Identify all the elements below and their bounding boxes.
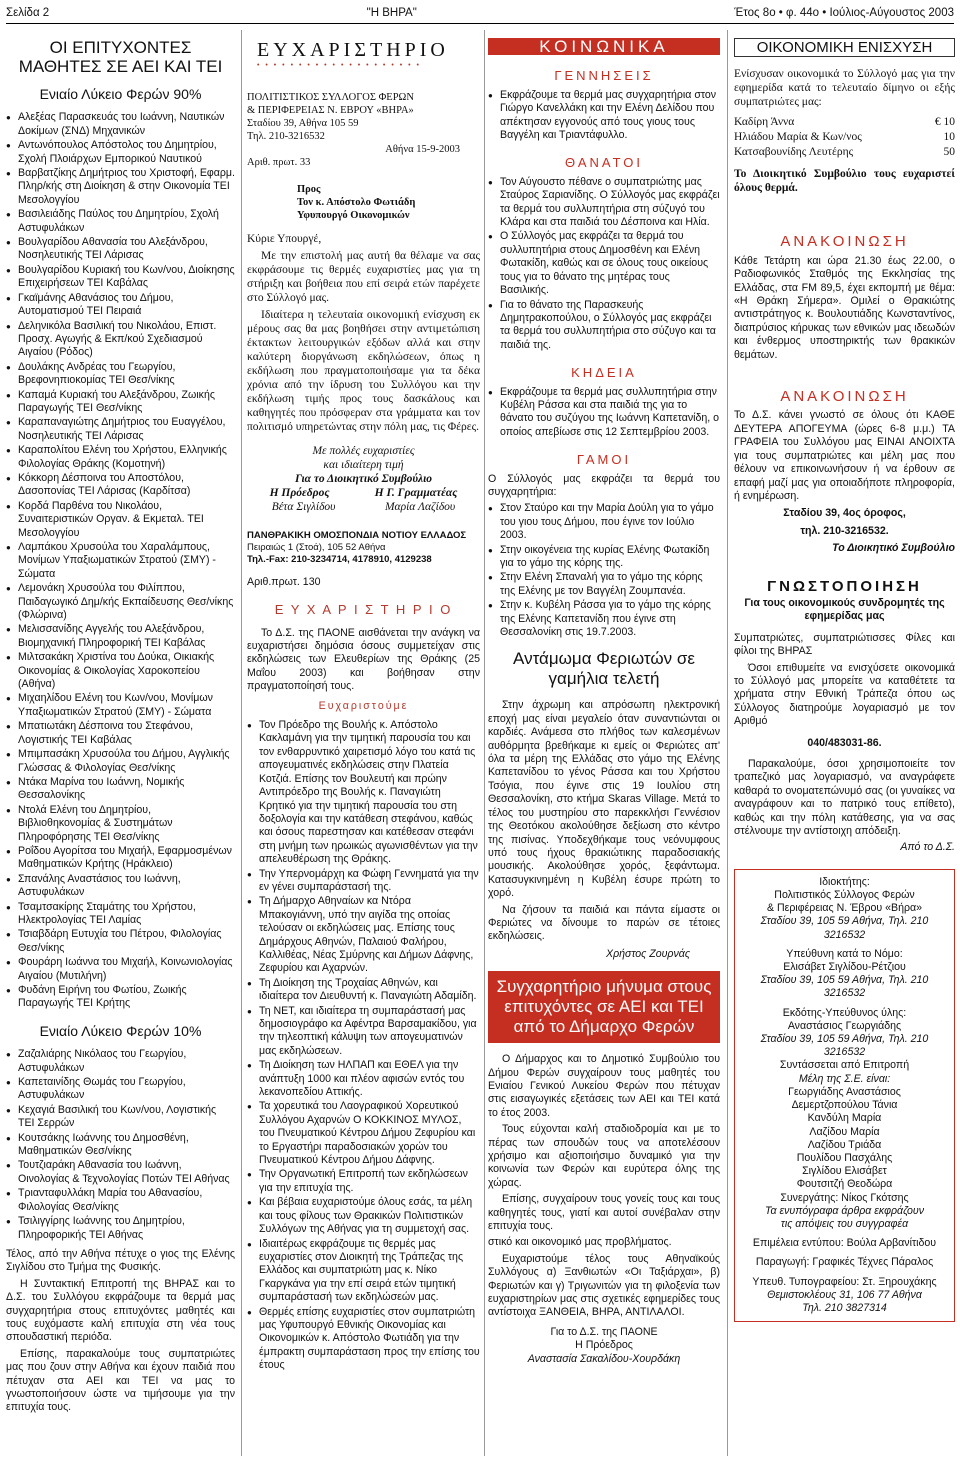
imprint-line: Φουτσιτζή Θεοδώρα [796,1178,893,1191]
newspaper-name: "Η ΒΗΡΑ" [366,6,417,19]
donor-name: Ηλιάδου Μαρία & Κων/νος [734,131,862,144]
student-entry: ● Ροΐδου Αγορίτσα του Μιχαήλ, Εφαρμοσμένων Μαθηματικών Κρήτης (Ηράκλειο) [6,845,235,872]
closing-3: Για το Διοικητικό Συμβούλιο [294,472,433,485]
student-entry: ● Τουτζιαράκη Αθανασία του Ιωάννη, Οινολογίας & Τεχνολογίας Ποτών ΤΕΙ Αθήνας [6,1159,235,1186]
notice-text-1: Όσοι επιθυμείτε να ενισχύσετε οικονομικά το Σύλλογό μας μπορείτε να καταθέτετε τα χρήματα στην Εθνική Τράπεζα όπου ως Σύλλογος διατηρούμε λογαριασμό με τον Αριθμό [734,661,955,728]
death-item: ● Τον Αύγουστο πέθανε ο συμπατριώτης μας Σταύρος Σαριανίδης. Ο Σύλλογός μας εκφράζει τα θερμά του συλλυπητήρια στη σύζυγό του Κλάρα και στα παιδιά του Δέσποινα και Ηλία. [488,176,720,230]
meeting-author: Χρήστος Ζουρνάς [606,947,690,960]
donor-name: Καδίρη Άννα [734,116,795,129]
imprint-line: τις απόψεις του συγγραφέα [780,1217,909,1230]
births-list [488,89,720,143]
thanks-item: ● Τον Πρόεδρο της Βουλής κ. Απόστολο Κακλαμάνη για την τιμητική παρουσία του και τον ενθαρρυντικό χαιρετισμό λόγο του κατά τις απογευματινές εκδηλώσεις στην Πλατεία Κοτζιά. Επίσης τον Βουλευτή και πρώην Αντιπρόεδρο της Βουλής κ. Παναγιώτη Κρητικό για την τιμητική παρουσία του στη δοξολογία και την κατάθεση στεφάνου, καθώς και όσους παρεστησαν και κατέθεσαν στεφάνι στη μνήμη των ηρωικώς αγωνισθέντων για την απελευθέρωση της Θράκης. [247,719,480,866]
wedding-item: ● Στην οικογένεια της κυρίας Ελένης Φωτακίδη για το γάμο της κόρης της. [488,544,720,571]
wedding-item: ● Στον Σταύρο και την Μαρία Δούλη για το γάμο του γιου τους Δήμου, που έγινε τον Ιούλιο 2003. [488,502,720,542]
imprint-line: Πολιτιστικός Σύλλογος Φερών [774,889,915,902]
imprint-line: Γεωργιάδης Αναστάσιος [788,1085,901,1098]
donor-row [734,145,955,159]
paone-signoff-3: Αναστασία Σακαλίδου-Χουρδάκη [527,1352,681,1365]
imprint-line: Υπεύθυνη κατά το Νόμο: [786,947,903,960]
thanks-word: Ευχαριστούμε [318,699,409,712]
imprint-line: Δεμερτζοπούλου Τάνια [791,1099,898,1112]
donor-name: Κατσαβουνίδης Λευτέρης [734,146,854,159]
imprint-line: Κανδύλη Μαρία [807,1112,882,1125]
student-entry: ● Ντάκα Μαρίνα του Ιωάννη, Νομικής Θεσσαλονίκης [6,776,235,803]
donor-amount: € 10 [934,116,955,129]
imprint-line: Τηλ. 210 3827314 [802,1301,887,1314]
mayor-text-3: Επίσης, συγχαίρουν τους γονείς τους και τους καθηγητές τους, γιατί και αυτοί συνέβαλαν στην επιτυχία τους. [488,1193,720,1233]
student-entry: ● Καραπολίτου Ελένη του Χρήστου, Ελληνικής Φιλολογίας Θράκης (Κομοτηνή) [6,444,235,471]
imprint-line: Συντάσσεται από Επιτροπή [779,1059,910,1072]
recipient-title: Υφυπουργό Οικονομικών [297,209,410,221]
student-entry: ● Μιλτσακάκη Χριστίνα του Δούκα, Οικιακής Οικονομίας & Οικολογίας Χαροκοπείου (Αθήνα) [6,651,235,691]
student-entry: ● Βασιλειάδης Παύλος του Δημητρίου, Σχολή Αστυφυλάκων [6,208,235,235]
imprint-line: Σταδίου 39, 105 59 Αθήνα, Τηλ. 210 3216532 [760,1033,929,1059]
announcement-2-text: Το Δ.Σ. κάνει γνωστό σε όλους ότι ΚΑΘΕ ΔΕΥΤΕΡΑ ΑΠΟΓΕΥΜΑ (ώρες 6-8 μ.μ.) ΤΑ ΓΡΑΦΕΙΑ του Συλλόγου μας ΕΙΝΑΙ ΑΝΟΙΧΤΑ για τους συμπατριώτες και μέλη μας που θέλουν να επικοινωνήσουν ή να έρθουν σε επαφή μαζί μας για οποιαδήποτε πληροφορία, ή ενημέρωση. [734,409,955,502]
thanks-item: ● Τη Διοίκηση των ΗΛΠΑΠ και ΕΘΕΛ για την ανάπτυξη 1000 και πλέον αφισών εντός του λεκανοπεδίου Αττικής. [247,1059,480,1099]
sender-line-2: & ΠΕΡΙΦΕΡΕΙΑΣ Ν. ΕΒΡΟΥ «ΒΗΡΑ» [247,104,414,116]
announcement-1-text: Κάθε Τετάρτη και ώρα 21.30 έως 22.00, ο Ραδιοφωνικός Σταθμός της Εκκλησίας της Ελλάδας, στα FM 89,5, έχει εκπομπή με θέμα: «Η Θράκη Σήμερα». Ομιλεί ο Θρακιώτης αντιστράτηγος κ. Βουλουτιάδης Κωνσταντίνος, διαπρύσιος κήρυκας των εθνικών μας ιδεωδών και ένθερμος υποστηρικτής των θρακικών θεμάτων. [734,254,955,361]
column-divider [241,30,242,1456]
social-column [488,30,720,1366]
salutation: Κύριε Υπουργέ, [247,232,322,245]
sender-line-4: Τηλ. 210-3216532 [247,130,325,142]
donor-row [734,115,955,129]
thanks-letter-title: ΕΥΧΑΡΙΣΤΗΡΙΟ [257,39,449,61]
thanks-item: ● Την Οργανωτική Επιτροπή των εκδηλώσεων για την επιτυχία της. [247,1168,480,1195]
student-entry: ● Τσαμτσακίρης Σταμάτης του Χρήστου, Ηλεκτρολογίας ΤΕΙ Λαμίας [6,901,235,928]
bank-account: 040/483031-86. [807,736,882,749]
notice-subtitle: Για τους οικονομικούς συνδρομητές της εφημερίδας μας [744,596,945,623]
death-item: ● Για το θάνατο της Παρασκευής Δημητρακοπούλου, ο Σύλλογός μας εκφράζει τα θερμά του συλλυπητήρια στο σύζυγο και τα παιδιά της. [488,299,720,353]
imprint-line: Πουλίδου Πασχάλης [796,1151,893,1164]
student-entry: ● Κεχαγιά Βασιλική του Κων/νου, Λογιστικής ΤΕΙ Σερρών [6,1104,235,1131]
financial-column [734,30,955,1322]
thanks-item: ● Και βέβαια ευχαριστούμε όλους εσάς, τα μέλη και τους φίλους των Θρακικών Πολιτιστικών Συλλόγων της Αθήνας για τη συμμετοχή σας. [247,1196,480,1236]
imprint-line: Εκδότης-Υπεύθυνος ύλης: [782,1006,907,1019]
imprint-line: Θεμιστοκλέους 31, 106 77 Αθήνα [767,1288,922,1301]
thanks-item: ● Ιδιαιτέρως εκφράζουμε τις θερμές μας ευχαριστίες στον Διοικητή της Τράπεζας της Ελλάδος και συμπατριώτη μας κ. Νίκο Γκαργκάνα για την επί σειρά ετών τιμητική συμπαράστασή των εκδηλώσεών μας. [247,1238,480,1305]
student-entry: ● Αντωνόπουλος Απόστολος του Δημητρίου, Σχολή Πλοιάρχων Εμπορικού Ναυτικού [6,139,235,166]
thanks-item: ● Τη Διοίκηση της Τροχαίας Αθηνών, και ιδιαίτερα τον Διευθυντή κ. Παναγιώτη Αδαμίδη. [247,977,480,1004]
student-entry: ● Καπεταινίδης Θωμάς του Γεωργίου, Αστυφυλάκων [6,1076,235,1103]
sender-line-3: Σταδίου 39, Αθήνα 105 59 [247,117,359,129]
meeting-text-1: Στην άχρωμη και απρόσωπη ηλεκτρονική εποχή μας είναι μεγαλείο όταν συναντιώνται οι καρδιές. Ανάμεσα στο πλήθος των καλεσμένων αυθόρμητα βρεθήκαμε κι εμείς οι Φεριώτες απ' όλα τα μέρη της Ελλάδας στο γάμο της Ελένης Καπετανίδου το γένος Ράσσα και του Χρήστου Τσόγια, που έγινε στις 19 Ιουλίου στη Θεσσαλονίκη, στο κτήμα Skaras Village. Μετά το τέλος του μυστηρίου στο παρεκκλήσι Γεννέσιον της Θεοτόκου ακολούθησε δεξίωση στο κέντρο της πισίνας. Υποδεχθήκαμε τους νεόνυμφους υπό τους ήχους θρακιώτικης παραδοσιακής μουσικής. Ακολούθησε χορός, ξεφάντωμα. Κατασυγκινημένη η Κυβέλη έσυρε πρώτη το χορό. [488,699,720,900]
student-entry: ● Τσιαβδάρη Ευτυχία του Πέτρου, Φιλολογίας Θεσ/νίκης [6,928,235,955]
imprint-line: Σταδίου 39, 105 59 Αθήνα, Τηλ. 210 3216532 [760,974,929,1000]
student-entry: ● Λαμπάκου Χρυσούλα του Χαραλάμπους, Μονίμων Υπαξιωματικών Στρατού (ΣΜΥ) - Σώματα [6,541,235,581]
funeral-heading: ΚΗΔΕΙΑ [571,365,637,381]
notice-text-2: Παρακαλούμε, όσοι χρησιμοποιείτε τον τραπεζικό μας λογαριασμό, να αναγράφετε καθαρά το ονοματεπώνυμό σας (οι γυναίκες να αναγράφουν και το πατρικό τους επίθετο), καθώς και την πόλη κατάθεσης, για να σας στέλνουμε την αντίστοιχη απόδειξη. [734,758,955,838]
imprint-line: Υπευθ. Τυπογραφείου: Στ. Ξηρουχάκης [752,1275,937,1288]
notice-signoff: Από το Δ.Σ. [900,841,955,854]
deaths-list [488,176,720,352]
issue-info: Έτος 8ο • φ. 44ο • Ιούλιος-Αύγουστος 2003 [734,6,954,19]
announcement-2-signoff: Το Διοικητικό Συμβούλιο [832,542,955,555]
student-entry: ● Κόκκορη Δέσποινα του Αποστόλου, Δασοπονίας ΤΕΙ Λάρισας (Καρδίτσα) [6,472,235,499]
imprint-line: Σιγλίδου Ελισάβετ [802,1165,887,1178]
student-entry: ● Μπατιωτάκη Δέσποινα του Στεφάνου, Λογιστικής ΤΕΙ Καβάλας [6,720,235,747]
student-entry: ● Βουλγαρίδου Αθανασία του Αλεξάνδρου, Νοσηλευτικής ΤΕΙ Λάρισας [6,236,235,263]
recipient-to: Προς [297,183,321,195]
notice-greeting: Συμπατριώτες, συμπατριώτισσες Φίλες και φίλοι της ΒΗΡΑΣ [734,631,955,658]
letter-date: Αθήνα 15-9-2003 [385,143,460,155]
death-item: ● Ο Σύλλογός μας εκφράζει τα θερμά του συλλυπητήρια στους Δημοσθένη και Ελένη Φωτακίδη, καθώς και σε όλους τους οικείους τους για το θάνατο της μητέρας τους Βασιλικής. [488,230,720,297]
office-phone: τηλ. 210-3216532. [800,524,889,537]
imprint-line: Τα ενυπόγραφα άρθρα εκφράζουν [764,1204,925,1217]
weddings-intro: Ο Σύλλογός μας εκφράζει τα θερμά του συγχαρητήρια: [488,472,720,498]
student-entry: ● Σπανάλης Αναστάσιος του Ιωάννη, Αστυφυλάκων [6,873,235,900]
student-entry: ● Μελισσανίδης Αγγελής του Αλεξάνδρου, Βιομηχανική Πληροφορική ΤΕΙ Καβάλας [6,623,235,650]
org-phone: Τηλ.-Fax: 210-3234714, 4178910, 4129238 [247,553,432,565]
imprint-line: Αναστάσιος Γεωργιάδης [787,1019,902,1032]
protocol-number-2: Αριθ.πρωτ. 130 [247,575,321,588]
weddings-heading: ΓΑΜΟΙ [576,452,632,468]
student-entry: ● Φυδάνη Ειρήνη του Φωτίου, Ζωικής Παραγωγής ΤΕΙ Κρήτης [6,984,235,1011]
student-entry: ● Κουτσάκης Ιωάννης του Δημοσθένη, Μαθηματικών Θεσ/νίκης [6,1132,235,1159]
signature-role-1: Η Πρόεδρος [269,486,330,499]
sender-line-1: ΠΟΛΙΤΙΣΤΙΚΟΣ ΣΥΛΛΟΓΟΣ ΦΕΡΩΝ [247,91,414,103]
imprint-box [734,869,955,1322]
students-column [6,30,235,1418]
mayor-heading: Συγχαρητήριο μήνυμα στους επιτυχόντες σε ΑΕΙ και ΤΕΙ από το Δήμαρχο Φερών [488,971,720,1043]
student-entry: ● Αλεξέας Παρασκευάς του Ιωάννη, Ναυτικών Δοκίμων (ΣΝΔ) Μηχανικών [6,111,235,138]
office-address: Σταδίου 39, 4ος όροφος, [783,507,906,520]
student-entry: ● Καπαμά Κυριακή του Αλεξάνδρου, Ζωικής Παραγωγής ΤΕΙ Θεσ/νίκης [6,389,235,416]
signature-name-2: Μαρία Λαζίδου [384,500,456,513]
letter-body-2: Ιδιαίτερα η τελευταία οικονομική ενίσχυση εκ μέρους σας θα μας βοηθήσει στην αντιμετώπιση έκτακτων λειτουργικών εξόδων αλλά και στην καλύτερη διοργάνωση εκδηλώσεων, όπως η εκδήλωση που πραγματοποιήσαμε για τα δέκα χρόνια από την ίδρυση του Συλλόγου και την εκδήλωση τιμής προς τους δασκάλους και καθηγητές που πρόσφεραν στα γράμματα και τον πολιτισμό υπηρετώντας στην πόλη μας, τις Φέρες. [247,308,480,433]
student-entry: ● Κορδά Παρθένα του Νικολάου, Συναιτεριστικών Οργαν. & Εκμεταλ. ΤΕΙ Μεσολογγίου [6,500,235,540]
letter-body-1: Με την επιστολή μας αυτή θα θέλαμε να σας εκφράσουμε τις θερμές ευχαριστίες μας για τη στήριξη και βοήθεια που επί σειρά ετών παρέχετε στο Σύλλογό μας. [247,249,480,304]
mayor-text-1: Ο Δήμαρχος και το Δημοτικό Συμβούλιο του Δήμου Φερών συγχαίρουν τους μαθητές του Ενιαίου Γενικού Λυκείου Φερών που πέτυχαν στις εισαγωγικές εξετάσεις των ΑΕΙ και ΤΕΙ κατά το έτος 2003. [488,1053,720,1119]
student-entry: ● Μιχαηλίδου Ελένη του Κων/νου, Μονίμων Υπαξιωματικών Στρατού (ΣΜΥ) - Σώματα [6,692,235,719]
student-entry: ● Ντολά Ελένη του Δημητρίου, Βιβλιοθηκονομίας & Συστημάτων Πληροφόρησης ΤΕΙ Θεσ/νίκης [6,804,235,844]
board-thanks: Το Διοικητικό Συμβούλιο τους ευχαριστεί όλους θερμά. [734,168,955,195]
org-address: Πειραιώς 1 (Στοά), 105 52 Αθήνα [247,541,386,553]
student-entry: ● Γκαϊμάνης Αθανάσιος του Δήμου, Αυτοματισμού ΤΕΙ Πειραιά [6,292,235,319]
closing-1: Με πολλές ευχαριστίες [312,444,415,457]
imprint-line: Μέλη της Σ.Ε. είναι: [798,1072,891,1085]
wedding-item: ● Στην Ελένη Σπαναλή για το γάμο της κόρης της Ελένης με τον Βαγγέλη Ζουμπανέα. [488,571,720,598]
imprint-line: Ελισάβετ Σιγλίδου-Ρέτζιου [783,961,906,974]
org-name: ΠΑΝΘΡΑΚΙΚΗ ΟΜΟΣΠΟΝΔΙΑ ΝΟΤΙΟΥ ΕΛΛΑΔΟΣ [247,529,467,541]
decorative-dots: • • • • • • • • • • • • • • • • • • • • [257,62,421,70]
athens-success-text: Τέλος, από την Αθήνα πέτυχε ο γιος της Ελένης Σιγλίδου στο Τμήμα της Φυσικής. [6,1247,235,1274]
students-title: ΟΙ ΕΠΙΤΥΧΟΝΤΕΣ ΜΑΘΗΤΕΣ ΣΕ ΑΕΙ ΚΑΙ ΤΕΙ [18,38,223,76]
page-number: Σελίδα 2 [6,6,50,19]
student-entry: ● Μπιμπασάκη Χρυσούλα του Δήμου, Αγγλικής Γλώσσας & Φιλολογίας Θεσ/νίκης [6,748,235,775]
request-text: Επίσης, παρακαλούμε τους συμπατριώτες μας που ζουν στην Αθήνα και έχουν παιδιά που πέτυχαν στα ΑΕΙ και ΤΕΙ να μας το γνωστοποιήσουν ώστε να τιμήσουμε για την επιτυχία τους. [6,1347,235,1414]
student-entry: ● Δουλάκης Ανδρέας του Γεωργίου, Βρεφονηπιοκομίας ΤΕΙ Θεσ/νίκης [6,361,235,388]
student-entry: ● Τριανταφυλλάκη Μαρία του Αθανασίου, Φιλολογίας Θεσ/νίκης [6,1187,235,1214]
thanks-item: ● Τα χορευτικά του Λαογραφικού Χορευτικού Συλλόγου Αχαρνών Ο ΚΟΚΚΙΝΟΣ ΜΥΛΟΣ, του Πνευματικού Κέντρου Δήμου Ζεφυρίου και το Εργαστήρι παραδοσιακών χορών του Πνευματικού Κέντρου Δήμου Δάφνης. [247,1100,480,1167]
births-heading: ΓΕΝΝΗΣΕΙΣ [554,68,654,84]
imprint-line: Λαζίδου Τριάδα [807,1138,882,1151]
congrats-text: Η Συντακτική Επιτροπή της ΒΗΡΑΣ και το Δ.Σ. του Συλλόγου εκφράζουμε τα θερμά μας συγχαρητήρια στους επιτυχόντες μαθητές και τους ευχόμαστε καλή επιτυχία στη νέα τους σπουδαστική περιόδα. [6,1277,235,1344]
closing-2: και ιδιαίτερη τιμή [323,458,404,471]
funeral-item: ● Εκφράζουμε τα θερμά μας συλλυπητήρια στην Κυβέλη Ράσσα και στα παιδιά της για το θάνατο του συζύγου της Ιωάννη Καπετανίδη, ο οποίος απεβίωσε στις 12 Σεπτεμβρίου 2003. [488,386,720,440]
funeral-list [488,386,720,440]
wedding-item: ● Στην κ. Κυβέλη Ράσσα για το γάμο της κόρης της Ελένης Καπετανίδη που έγινε στη Θεσσαλονίκη στις 19.7.2003. [488,599,720,639]
students-list-10 [6,1048,235,1242]
thanks-item: ● Την Υπερνομάρχη κα Φώφη Γεννηματά για την εν γένει συμπαράστασή της. [247,868,480,895]
weddings-list [488,502,720,639]
donor-amount: 50 [943,146,955,159]
signature-role-2: Η Γ. Γραμματέας [374,486,458,499]
column-divider [727,30,728,1456]
student-entry: ● Τσιλιγγίρης Ιωάννης του Δημητρίου, Πληροφορικής ΤΕΙ Αθήνας [6,1215,235,1242]
lyceum-10-heading: Ενιαίο Λύκειο Φερών 10% [39,1022,202,1039]
paone-final-thanks: Ευχαριστούμε τέλος τους Αθηναϊκούς Συλλόγους α) Ξανθιωτών «Οι Ταξιάρχαι», β) Φεριωτών και γ) Τριγωνιτών για τη φιλοξενία των ευχαριστηρίων μας στις σχετικές εφημερίδες τους αντίστοιχα ΞΑΝΘΕΙΑ, ΒΗΡΑ, ΑΝΤΙΛΑΛΟΙ. [488,1252,720,1319]
student-entry: ● Ζαζαλιάρης Νικόλαος του Γεωργίου, Αστυφυλάκων [6,1048,235,1075]
announcement-1-heading: ΑΝΑΚΟΙΝΩΣΗ [780,233,909,251]
thanks-item: ● Τη Δήμαρχο Αθηναίων κα Ντόρα Μπακογιάννη, υπό την αιγίδα της οποίας τελούσαν οι εκδηλώσεις μας. Επίσης τους Δημάρχους Αθηνών, Παλαιού Φαλήρου, Καλλιθέας, Νέας Σμύρνης και Δήμων Δάφνης, Ζεφυρίου και Αχαρνών. [247,895,480,975]
donor-amount: 10 [943,131,955,144]
donor-row [734,130,955,144]
imprint-line: Συνεργάτης: Νίκος Γκότσης [780,1191,909,1204]
thanks-list [247,719,480,1373]
thanks-title-2: Ε Υ Χ Α Ρ Ι Σ Τ Η Ρ Ι Ο [274,602,453,618]
imprint-line: Ιδιοκτήτης: [819,875,870,888]
thanks-column [247,30,480,1374]
student-entry: ● Δεληνικόλα Βασιλική του Νικολάου, Επιστ. Προσχ. Αγωγής & Εκπ/κού Σχεδιασμού Αιγαίου (Ρόδος) [6,320,235,360]
column-divider [484,30,485,1456]
imprint-line: Λαζίδου Μαρία [809,1125,880,1138]
meeting-text-2: Να ζήσουν τα παιδιά και πάντα είμαστε οι Φεριώτες να δίνουμε το παρών σε τέτοιες εκδηλώσεις. [488,903,720,943]
financial-banner: ΟΙΚΟΝΟΜΙΚΗ ΕΝΙΣΧΥΣΗ [734,38,955,57]
student-entry: ● Φουράρη Ιωάννα του Μιχαήλ, Κοινωνιολογίας Αιγαίου (Μυτιλήνη) [6,956,235,983]
signature-name-1: Βέτα Σιγλίδου [271,500,336,513]
announcement-2-heading: ΑΝΑΚΟΙΝΩΣΗ [780,388,909,406]
donors-intro: Ενίσχυσαν οικονομικά το Σύλλογό μας για την εφημερίδα κατά το τελευταίο δίμηνο οι εξής συμπατριώτες μας: [734,68,955,109]
notice-heading: ΓΝΩΣΤΟΠΟΙΗΣΗ [767,577,922,595]
paone-signoff-1: Για το Δ.Σ. της ΠΑΟΝΕ [550,1325,658,1338]
birth-item: ● Εκφράζουμε τα θερμά μας συγχαρητήρια στον Γιώργο Κανελλάκη και την Ελένη Δελίδου που απέκτησαν εγγονούς από τους γιους τους Βαγγέλη και Τριαντάφυλλο. [488,89,720,143]
recipient-name: Τον κ. Απόστολο Φωτιάδη [297,196,416,208]
donors-list [734,115,955,159]
imprint-line: Σταδίου 39, 105 59 Αθήνα, Τηλ. 210 3216532 [760,915,929,941]
deaths-heading: ΘΑΝΑΤΟΙ [564,155,644,171]
imprint-line: Παραγωγή: Γραφικές Τέχνες Πάραλος [755,1256,934,1269]
imprint-line: Επιμέλεια εντύπου: Βούλα Αρβανίτιδου [752,1237,937,1250]
paone-intro: Το Δ.Σ. της ΠΑΟΝΕ αισθάνεται την ανάγκη να ευχαριστήσει δημόσια όσους συμμετείχαν στις εκδηλώσεις των Ελευθερίων της Θράκης (25 Μαΐου 2003) και βοήθησαν στην πραγματοποίησή τους. [247,626,480,693]
students-list-90 [6,111,235,1010]
student-entry: ● Καραπαναγιώτης Δημήτριος του Ευαγγέλου, Νοσηλευτικής ΤΕΙ Λάρισας [6,416,235,443]
protocol-number: Αριθ. πρωτ. 33 [247,156,311,168]
thanks-item: ● Θερμές επίσης ευχαριστίες στον συμπατριώτη μας Υφυπουργό Εθνικής Οικονομίας και Οικονομικών κ. Απόστολο Φωτιάδη για την έμπρακτη συμπαράσταση προς την επίσης του έτους [247,1306,480,1373]
lyceum-90-heading: Ενιαίο Λύκειο Φερών 90% [39,86,202,102]
social-banner: ΚΟΙΝΩΝΙΚΑ [488,38,720,55]
thanks-item: ● Τη ΝΕΤ, και ιδιαίτερα τη συμπαράστασή μας δημοσιογράφο κα Αφέντρα Βαρσαμακίδου, για την τηλεοπτική κάλυψη των απογευματινών μας εκδηλώσεων. [247,1005,480,1059]
student-entry: ● Βαρβατζίκης Δημήτριος του Χριστοφή, Εφαρμ. Πληρ/κής στη Διοίκηση & στην Οικονομία ΤΕΙ Μεσολογγίου [6,167,235,207]
paone-continued: στικό και οικονομικό μας προβλήματος. [488,1236,672,1249]
paone-signoff-2: Η Πρόεδρος [575,1339,633,1352]
student-entry: ● Βουλγαρίδου Κυριακή του Κων/νου, Διοίκησης Επιχειρήσεων ΤΕΙ Καβάλας [6,264,235,291]
meeting-heading: Αντάμωμα Φεριωτών σε γαμήλια τελετή [513,649,695,689]
page-header [6,4,954,24]
student-entry: ● Λεμονάκη Χρυσούλα του Φιλίππου, Παιδαγωγικό Δημ/κής Εκπαίδευσης Θεσ/νίκης (Φλώρινα) [6,582,235,622]
mayor-text-2: Τους εύχονται καλή σταδιοδρομία και με το πέρας των σπουδών τους να αποτελέσουν χρήσιμο και αξιοποιήσιμο δυναμικό για την κοινωνία των Φερών και ευρύτερα όλης της χώρας. [488,1123,720,1189]
imprint-line: & Περιφέρειας Ν. Έβρου «Βήρα» [766,902,923,915]
